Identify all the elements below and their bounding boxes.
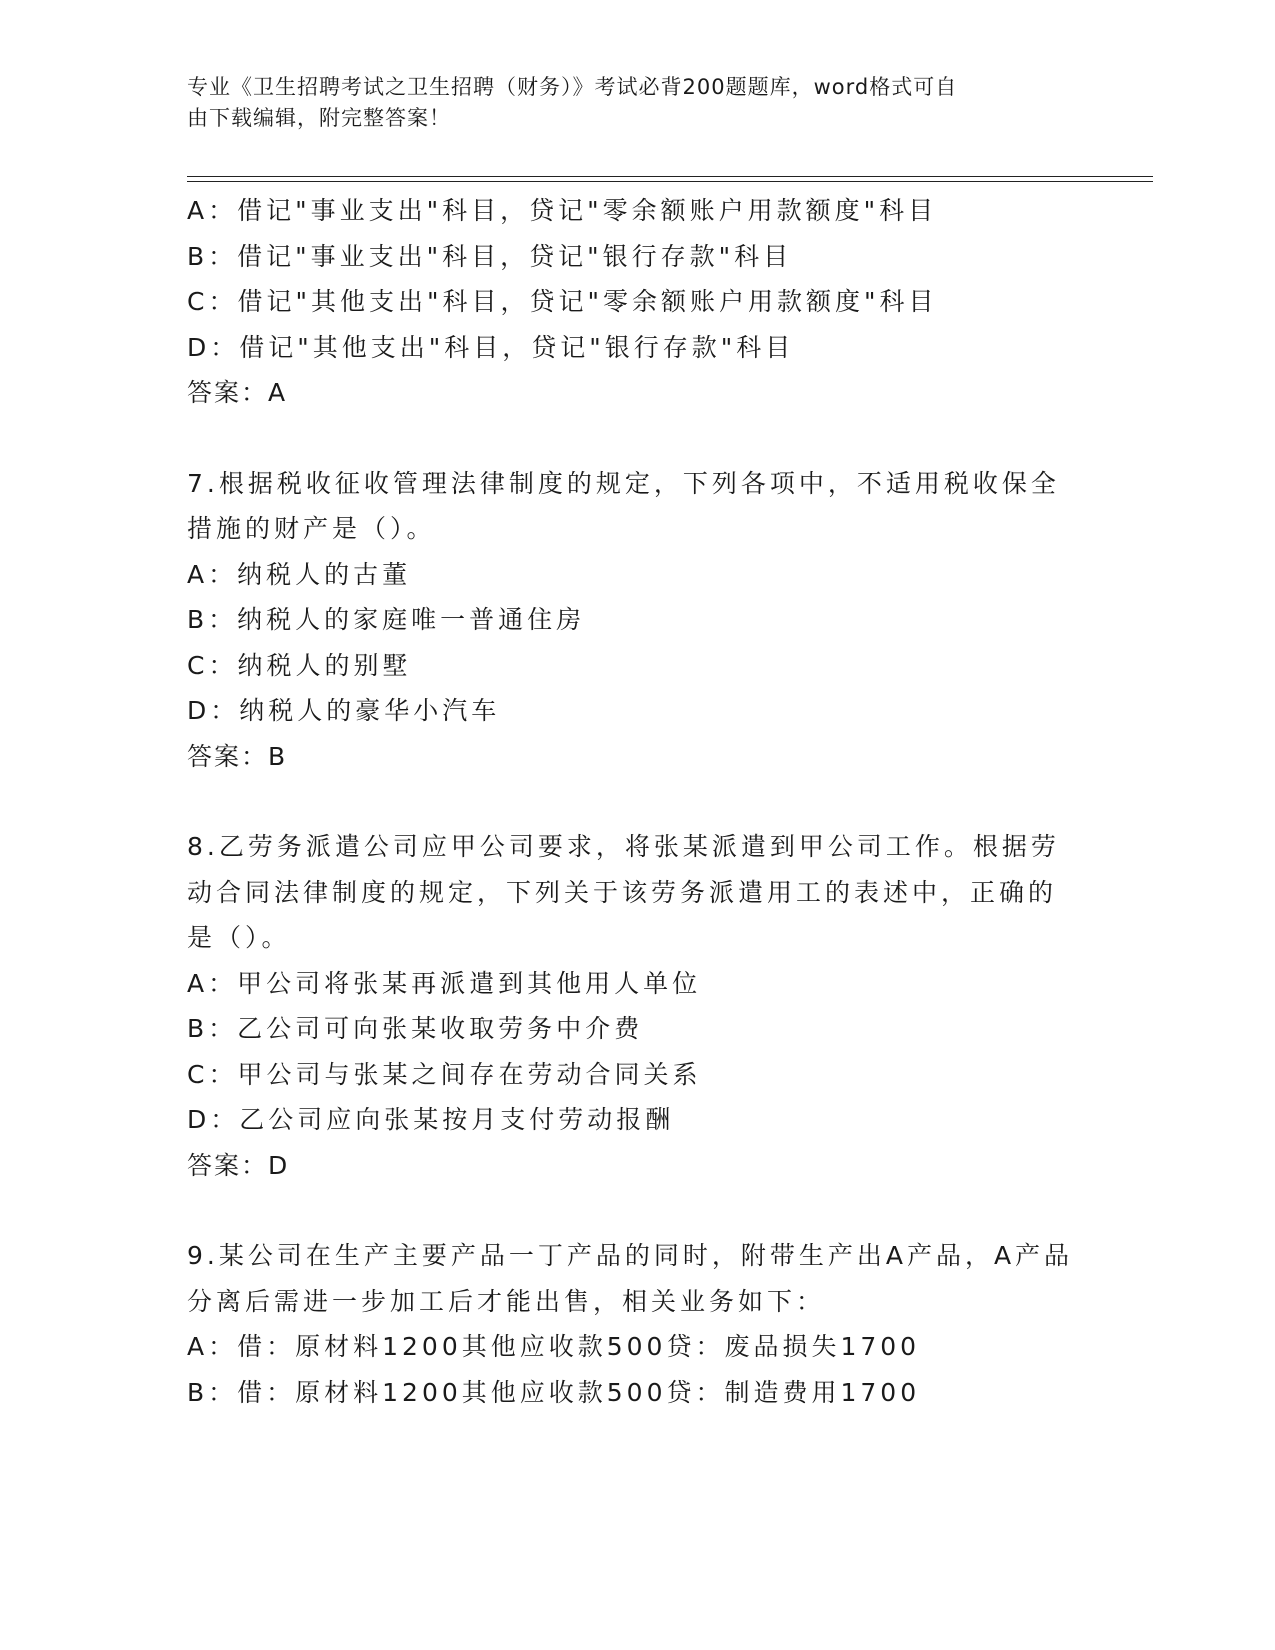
header-line-2: 由下载编辑，附完整答案！ bbox=[187, 106, 451, 130]
question-stem-line: 9.某公司在生产主要产品一丁产品的同时，附带生产出A产品，A产品 bbox=[187, 1241, 1074, 1270]
header-line-1: 专业《卫生招聘考试之卫生招聘（财务）》考试必背200题题库，word格式可自 bbox=[187, 75, 958, 99]
question-6 bbox=[187, 188, 1087, 416]
option-c: C：借记"其他支出"科目，贷记"零余额账户用款额度"科目 bbox=[187, 287, 938, 316]
option-a: A：纳税人的古董 bbox=[187, 559, 412, 589]
option-b: B：借记"事业支出"科目，贷记"银行存款"科目 bbox=[187, 241, 793, 271]
spacer bbox=[187, 416, 1087, 461]
spacer bbox=[187, 1188, 1087, 1233]
option-b: B：乙公司可向张某收取劳务中介费 bbox=[187, 1014, 644, 1043]
option-b: B：借：原材料1200其他应收款500贷：制造费用1700 bbox=[187, 1377, 921, 1407]
spacer bbox=[187, 779, 1087, 824]
answer: 答案：B bbox=[187, 741, 288, 771]
answer: 答案：D bbox=[187, 1150, 290, 1180]
question-stem-line: 措施的财产是（）。 bbox=[187, 514, 436, 543]
question-9 bbox=[187, 1233, 1087, 1415]
question-stem-line: 是（）。 bbox=[187, 923, 291, 952]
option-a: A：借：原材料1200其他应收款500贷：废品损失1700 bbox=[187, 1332, 921, 1361]
option-d: D：借记"其他支出"科目，贷记"银行存款"科目 bbox=[187, 332, 795, 362]
answer: 答案：A bbox=[187, 378, 288, 407]
option-a: A：甲公司将张某再派遣到其他用人单位 bbox=[187, 968, 702, 998]
option-d: D：乙公司应向张某按月支付劳动报酬 bbox=[187, 1105, 675, 1134]
question-content bbox=[187, 188, 1087, 1415]
option-d: D：纳税人的豪华小汽车 bbox=[187, 696, 501, 725]
option-c: C：纳税人的别墅 bbox=[187, 650, 412, 680]
header-divider-top bbox=[187, 176, 1153, 177]
option-b: B：纳税人的家庭唯一普通住房 bbox=[187, 605, 586, 634]
question-stem-line: 7.根据税收征收管理法律制度的规定，下列各项中，不适用税收保全 bbox=[187, 468, 1060, 498]
question-stem-line: 动合同法律制度的规定，下列关于该劳务派遣用工的表述中，正确的 bbox=[187, 877, 1058, 907]
question-stem-line: 8.乙劳务派遣公司应甲公司要求，将张某派遣到甲公司工作。根据劳 bbox=[187, 832, 1060, 861]
question-8 bbox=[187, 824, 1087, 1188]
question-stem-line: 分离后需进一步加工后才能出售，相关业务如下： bbox=[187, 1286, 826, 1316]
document-header bbox=[187, 72, 1067, 134]
option-c: C：甲公司与张某之间存在劳动合同关系 bbox=[187, 1059, 702, 1089]
header-divider-bottom bbox=[187, 181, 1153, 182]
option-a: A：借记"事业支出"科目，贷记"零余额账户用款额度"科目 bbox=[187, 196, 938, 225]
question-7 bbox=[187, 461, 1087, 780]
